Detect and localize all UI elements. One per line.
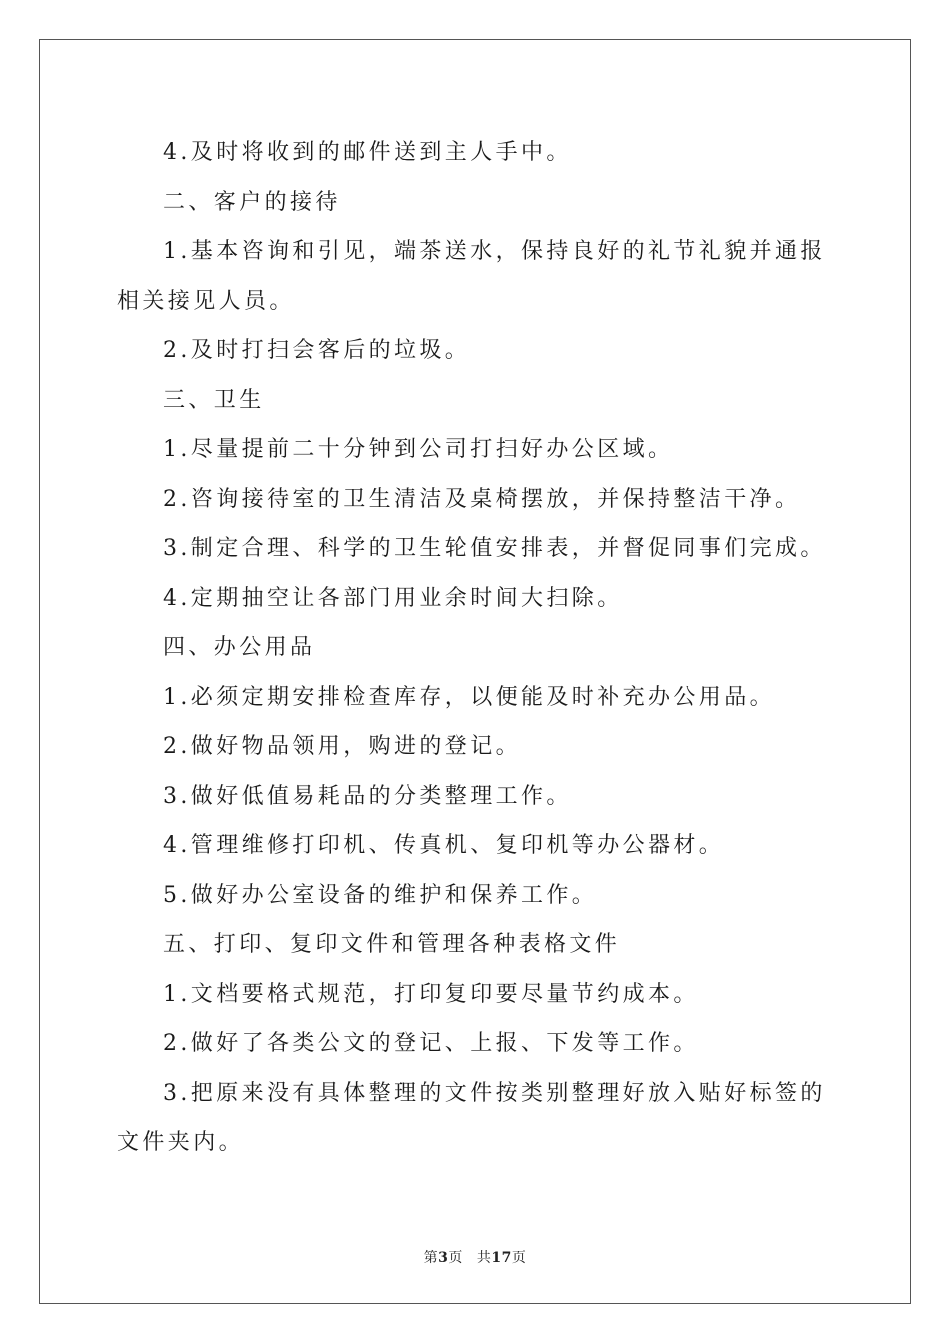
paragraph: 3.制定合理、科学的卫生轮值安排表，并督促同事们完成。 <box>163 536 826 561</box>
paragraph: 2.做好了各类公文的登记、上报、下发等工作。 <box>163 1031 699 1056</box>
paragraph: 4.管理维修打印机、传真机、复印机等办公器材。 <box>163 833 725 858</box>
paragraph: 2.及时打扫会客后的垃圾。 <box>163 338 471 363</box>
paragraph: 1.必须定期安排检查库存，以便能及时补充办公用品。 <box>163 684 775 710</box>
paragraph: 4.定期抽空让各部门用业余时间大扫除。 <box>163 585 623 611</box>
paragraph: 2.做好物品领用，购进的登记。 <box>163 734 521 759</box>
total-suffix: 页 <box>511 1250 527 1266</box>
page-prefix: 第 <box>423 1250 439 1266</box>
section-heading: 五、打印、复印文件和管理各种表格文件 <box>163 932 621 957</box>
page-suffix: 页 <box>448 1250 463 1266</box>
total-pages: 17 <box>491 1250 512 1266</box>
paragraph: 4.及时将收到的邮件送到主人手中。 <box>163 140 572 165</box>
section-heading: 三、卫生 <box>163 387 265 413</box>
total-prefix: 共 <box>476 1250 492 1266</box>
paragraph: 1.文档要格式规范，打印复印要尽量节约成本。 <box>163 981 699 1007</box>
paragraph: 1.尽量提前二十分钟到公司打扫好办公区域。 <box>163 437 674 462</box>
paragraph: 1.基本咨询和引见，端茶送水，保持良好的礼节礼貌并通报相关接见人员。 <box>117 239 826 314</box>
page-footer <box>0 1247 950 1267</box>
section-heading: 二、客户的接待 <box>163 189 341 215</box>
page-number: 3 <box>438 1250 449 1266</box>
paragraph: 3.做好低值易耗品的分类整理工作。 <box>163 783 572 809</box>
paragraph: 3.把原来没有具体整理的文件按类别整理好放入贴好标签的文件夹内。 <box>117 1080 826 1155</box>
paragraph: 2.咨询接待室的卫生清洁及桌椅摆放，并保持整洁干净。 <box>163 486 801 512</box>
paragraph: 5.做好办公室设备的维护和保养工作。 <box>163 882 598 908</box>
section-heading: 四、办公用品 <box>163 635 316 660</box>
document-body <box>117 128 837 1168</box>
